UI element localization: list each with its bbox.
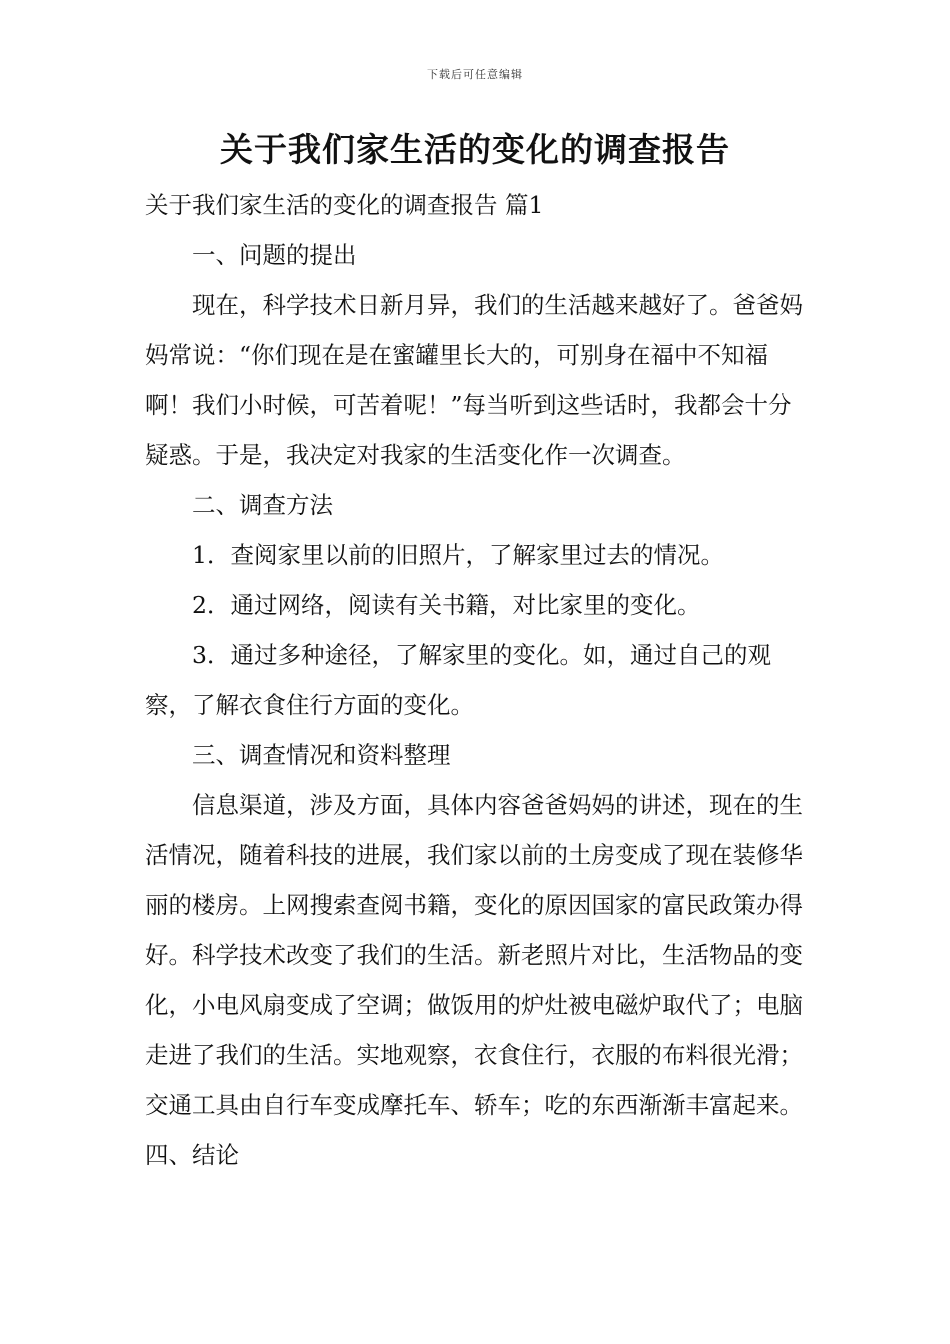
method-item-2: 2．通过网络，阅读有关书籍，对比家里的变化。 bbox=[192, 591, 701, 619]
document-subtitle: 关于我们家生活的变化的调查报告 篇1 bbox=[145, 191, 544, 219]
paragraph-introduction: 现在，科学技术日新月异，我们的生活越来越好了。爸爸妈妈常说：“你们现在是在蜜罐里长大的，可别身在福中不知福啊！我们小时候，可苦着呢！”每当听到这些话时，我都会十分疑惑。于是，我决定对我家的生活变化作一次调查。 bbox=[145, 291, 803, 469]
section-heading-problem: 一、问题的提出 bbox=[192, 241, 357, 269]
page-header-note: 下载后可任意编辑 bbox=[427, 68, 523, 81]
document-title: 关于我们家生活的变化的调查报告 bbox=[220, 130, 730, 169]
section-heading-findings: 三、调查情况和资料整理 bbox=[192, 741, 451, 769]
paragraph-findings: 信息渠道，涉及方面，具体内容爸爸妈妈的讲述，现在的生活情况，随着科技的进展，我们家以前的土房变成了现在装修华丽的楼房。上网搜索查阅书籍，变化的原因国家的富民政策办得好。科学技术改变了我们的生活。新老照片对比，生活物品的变化，小电风扇变成了空调；做饭用的炉灶被电磁炉取代了；电脑走进了我们的生活。实地观察，衣食住行，衣服的布料很光滑；交通工具由自行车变成摩托车、轿车；吃的东西渐渐丰富起来。 四、结论 bbox=[145, 791, 803, 1169]
method-item-1: 1．查阅家里以前的旧照片，了解家里过去的情况。 bbox=[192, 541, 724, 569]
section-heading-method: 二、调查方法 bbox=[192, 491, 333, 519]
document-body bbox=[145, 180, 810, 1180]
method-item-3: 3．通过多种途径，了解家里的变化。如，通过自己的观察，了解衣食住行方面的变化。 bbox=[145, 641, 771, 719]
